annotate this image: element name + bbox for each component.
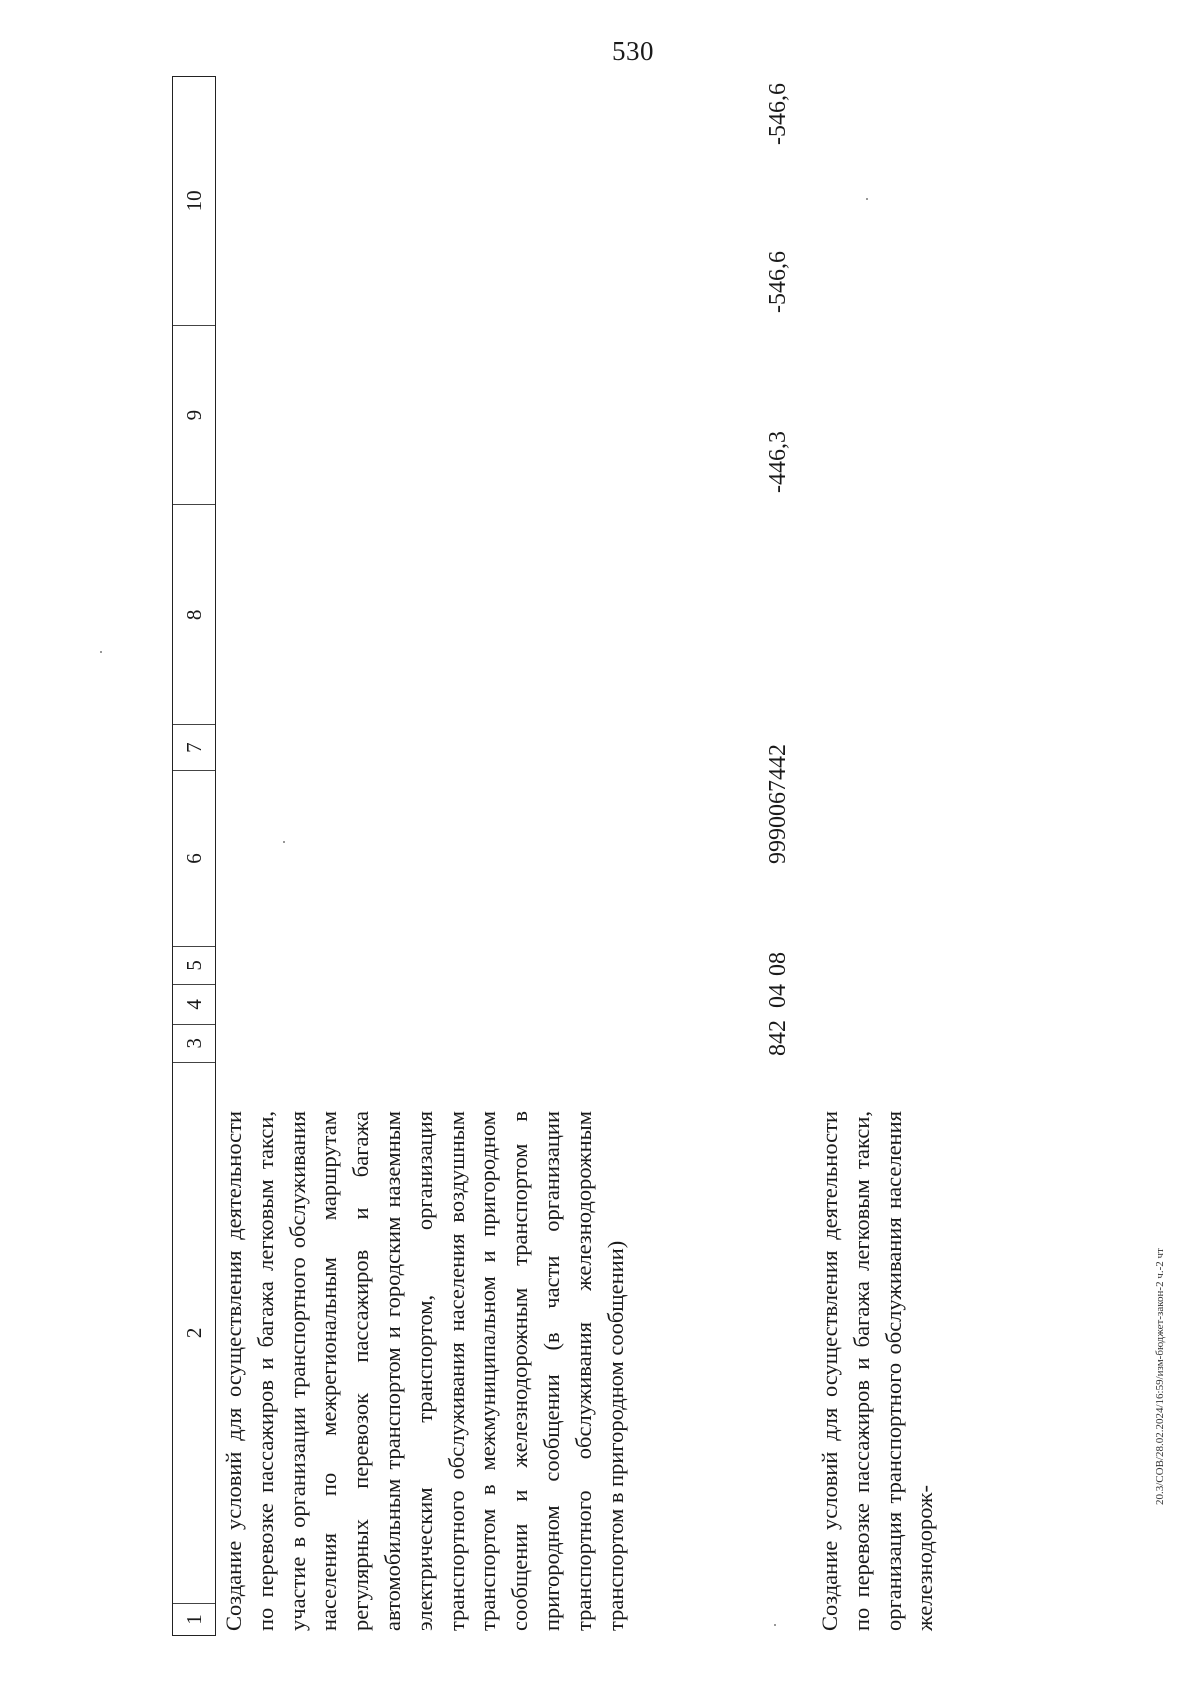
header-col-6: 6 [173, 770, 215, 946]
header-col-3: 3 [173, 1024, 215, 1062]
row1-name: Создание условий для осуществления деятельности по перевозке пассажиров и багажа легковым такси, участие в организации транспортного обслуживания населения по межрегиональным маршрутам регулярных перевозок пассажиров и багажа автомобильным транспортом и городским наземным электрическим транспортом, организация транспортного обслуживания населения воздушным транспортом в межмуниципальном и пригородном сообщении и железнодорожным транспортом в пригородном сообщении (в части организации транспортного обслуживания железнодорожным транспортом в пригородном сообщении) [221, 1111, 628, 1631]
budget-table [172, 76, 938, 1636]
row1-col3: 842 [765, 1020, 791, 1056]
header-col-8: 8 [173, 504, 215, 724]
document-footer-code: 20.3/СОВ/28.02.2024/16:59/изм-бюджет-закон-2 ч.-2 чт [1154, 1248, 1166, 1505]
row1-col6: 9990067442 [765, 744, 791, 864]
page-number: 530 [612, 36, 654, 66]
row1-col5: 08 [765, 952, 791, 976]
row1-col8: -446,3 [765, 431, 791, 493]
header-col-4: 4 [173, 984, 215, 1024]
row1-col4: 04 [765, 984, 791, 1008]
row1-col9: -546,6 [765, 251, 791, 313]
header-col-9: 9 [173, 325, 215, 505]
row2-name: Создание условий для осуществления деятельности по перевозке пассажиров и багажа легковым такси, организация транспортного обслуживания населения железнодорож- [817, 1111, 938, 1631]
row1-col10: -546,6 [765, 83, 791, 145]
header-col-5: 5 [173, 946, 215, 984]
header-col-1: 1 [173, 1603, 215, 1635]
header-col-7: 7 [173, 724, 215, 770]
header-col-2: 2 [173, 1062, 215, 1603]
table-header-row [172, 76, 216, 1636]
header-col-10: 10 [181, 190, 206, 212]
scan-speck [100, 651, 102, 653]
